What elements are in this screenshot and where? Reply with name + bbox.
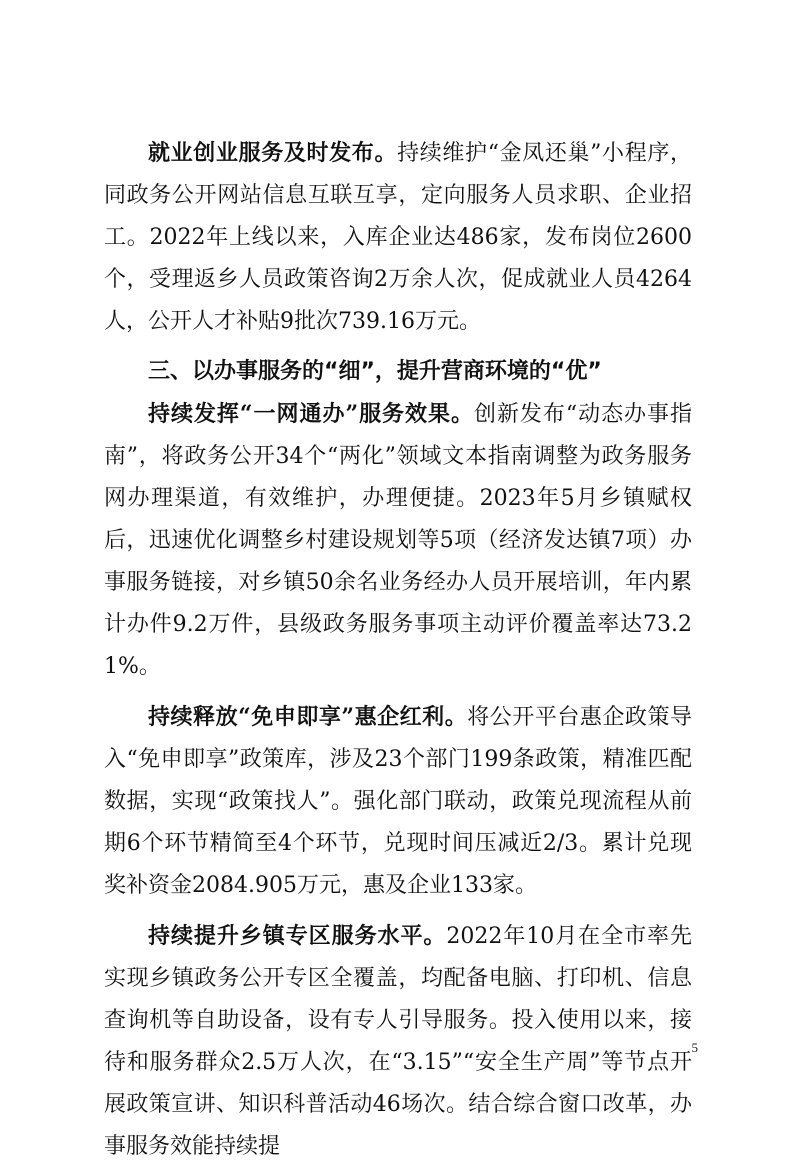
paragraph-lead: 持续提升乡镇专区服务水平。 [148, 923, 447, 949]
paragraph-one-network [104, 393, 692, 688]
paragraph-text: 将公开平台惠企政策导入“免申即享”政策库，涉及23个部门199条政策，精准匹配数据，实现“政策找人”。强化部门联动，政策兑现流程从前期6个环节精简至4个环节，兑现时间压减近2/3。累计兑现奖补资金2084.905万元，惠及企业133家。 [104, 705, 692, 898]
paragraph-township-service [104, 915, 692, 1168]
paragraph-text: 创新发布“动态办事指南”，将政务公开34个“两化”领域文本指南调整为政务服务网办理渠道，有效维护，办理便捷。2023年5月乡镇赋权后，迅速优化调整乡村建设规划等5项（经济发达镇7项）办事服务链接，对乡镇50余名业务经办人员开展培训，年内累计办件9.2万件，县级政务服务事项主动评价覆盖率达73.21%。 [104, 402, 693, 679]
paragraph-lead: 持续发挥“一网通办”服务效果。 [148, 401, 474, 427]
section-heading: 三、以办事服务的“细”，提升营商环境的“优” [148, 359, 602, 384]
paragraph-lead: 持续释放“免申即享”惠企红利。 [148, 704, 468, 730]
page-number: 5 [691, 1040, 698, 1055]
paragraph-exempt-application [104, 696, 692, 907]
paragraph-text: 2022年10月在全市率先实现乡镇政务公开专区全覆盖，均配备电脑、打印机、信息查询机等自助设备，设有专人引导服务。投入使用以来，接待和服务群众2.5万人次，在“3.15”“安全生产周”等节点开展政策宣讲、知识科普活动46场次。结合综合窗口改革，办事服务效能持续提 [104, 924, 692, 1159]
document-body [104, 132, 692, 1168]
paragraph-lead: 就业创业服务及时发布。 [148, 140, 398, 166]
paragraph-text: 持续维护“金凤还巢”小程序，同政务公开网站信息互联互享，定向服务人员求职、企业招工。2022年上线以来，入库企业达486家，发布岗位2600个，受理返乡人员政策咨询2万余人次，促成就业人员4264人，公开人才补贴9批次739.16万元。 [104, 141, 692, 334]
paragraph-employment [104, 132, 692, 343]
